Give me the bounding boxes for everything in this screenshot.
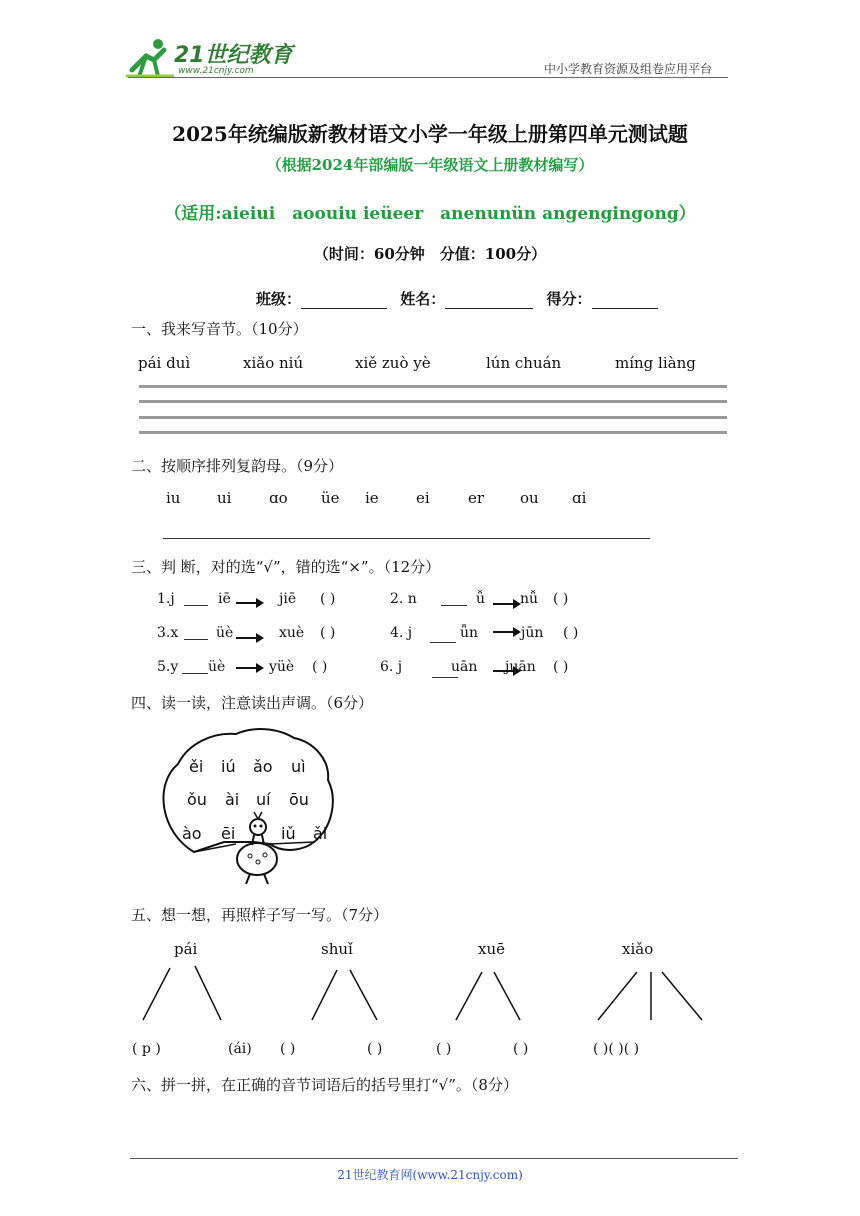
- q2-item: ui: [217, 489, 232, 507]
- q1-word: xiǎo niú: [243, 354, 304, 372]
- q2-item: iu: [166, 489, 181, 507]
- q3-part: üè: [208, 659, 226, 675]
- q3-answer-box[interactable]: ( ): [553, 591, 569, 607]
- q3-num: 2. n: [390, 591, 417, 607]
- q3-result: yüè: [269, 659, 295, 675]
- q4-syllable: ào: [182, 824, 202, 843]
- q5-syllable: xuē: [478, 940, 505, 958]
- q4-syllable: uì: [291, 757, 306, 776]
- q5-answer: (ái): [228, 1041, 252, 1057]
- q2-heading: 二、按顺序排列复韵母。（9分）: [131, 457, 344, 475]
- q2-item: ie: [365, 489, 379, 507]
- q2-item: üe: [321, 489, 340, 507]
- subtitle: （根据2024年部编版一年级语文上册教材编写）: [266, 156, 594, 174]
- q1-heading: 一、我来写音节。（10分）: [131, 320, 308, 338]
- q2-item: ou: [520, 489, 539, 507]
- q5-syllable: xiǎo: [622, 940, 654, 958]
- name-label: 姓名：: [400, 290, 446, 308]
- time-score: （时间：60分钟 分值：100分）: [313, 245, 547, 263]
- scope-note: （适用:aieiui aoouiu ieüeer anenunün angengingong）: [164, 204, 696, 224]
- q4-syllable: ài: [225, 790, 240, 809]
- q1-word: lún chuán: [486, 354, 562, 372]
- platform-name: 中小学教育资源及组卷应用平台: [544, 62, 713, 76]
- q4-syllable: ǎo: [253, 757, 273, 776]
- footer-text[interactable]: 21世纪教育网(www.21cnjy.com): [337, 1168, 523, 1182]
- q3-result: juān: [505, 659, 536, 675]
- q2-item: er: [468, 489, 485, 507]
- q5-heading: 五、想一想，再照样子写一写。（7分）: [131, 906, 389, 924]
- q5-answer: ( p ): [132, 1041, 161, 1057]
- q3-part: ǚ: [476, 591, 486, 607]
- q4-heading: 四、读一读，注意读出声调。（6分）: [131, 694, 374, 712]
- q3-answer-box[interactable]: ( ): [320, 625, 336, 641]
- q3-num: 1.j: [157, 591, 175, 607]
- q5-answer-box[interactable]: ( ): [367, 1041, 383, 1057]
- q4-syllable: ěi: [189, 757, 204, 776]
- q4-syllable: ōu: [289, 790, 309, 809]
- q2-item: ei: [416, 489, 430, 507]
- q3-num: 5.y: [157, 659, 179, 675]
- q4-syllable: iú: [221, 757, 236, 776]
- q3-result: nǚ: [520, 591, 539, 607]
- q4-syllable: ǎi: [313, 824, 328, 843]
- q3-part: iē: [218, 591, 231, 607]
- q3-num: 4. j: [390, 625, 413, 641]
- q2-item: ɑi: [572, 489, 587, 507]
- q3-answer-box[interactable]: ( ): [563, 625, 579, 641]
- logo-text: 21世纪教育: [174, 43, 293, 68]
- q3-part: ǖn: [460, 625, 479, 641]
- q3-heading: 三、判 断，对的选“√”，错的选“×”。（12分）: [131, 558, 441, 576]
- q4-syllable: ēi: [221, 824, 236, 843]
- q1-word: xiě zuò yè: [355, 354, 431, 372]
- q6-heading: 六、拼一拼，在正确的音节词语后的括号里打“√”。（8分）: [131, 1076, 518, 1094]
- q3-num: 6. j: [380, 659, 403, 675]
- q5-answer-box[interactable]: ( ): [280, 1041, 296, 1057]
- q2-item: ɑo: [269, 489, 288, 507]
- q3-answer-box[interactable]: ( ): [320, 591, 336, 607]
- q4-syllable: iǔ: [281, 824, 296, 843]
- q3-result: xuè: [279, 625, 305, 641]
- q3-result: jiē: [279, 591, 297, 607]
- page-title: 2025年统编版新教材语文小学一年级上册第四单元测试题: [172, 122, 688, 146]
- q5-answer-box[interactable]: ( ): [436, 1041, 452, 1057]
- q5-syllable: shuǐ: [321, 940, 353, 958]
- footer-rule: [130, 1158, 738, 1159]
- q3-part: uān: [451, 659, 478, 675]
- score-label: 得分：: [546, 290, 592, 308]
- q1-word: pái duì: [138, 354, 191, 372]
- q3-part: üè: [216, 625, 234, 641]
- q4-syllable: uí: [256, 790, 271, 809]
- q3-num: 3.x: [157, 625, 179, 641]
- q4-syllable: ǒu: [187, 790, 207, 809]
- q3-answer-box[interactable]: ( ): [312, 659, 328, 675]
- q5-answer-box[interactable]: ( ): [513, 1041, 529, 1057]
- class-label: 班级：: [256, 290, 302, 308]
- q5-syllable: pái: [174, 940, 198, 958]
- q1-word: míng liàng: [615, 354, 696, 372]
- q3-answer-box[interactable]: ( ): [553, 659, 569, 675]
- q3-result: jūn: [521, 625, 544, 641]
- logo-url: www.21cnjy.com: [178, 66, 254, 76]
- q5-answer-box[interactable]: ( )( )( ): [593, 1041, 640, 1057]
